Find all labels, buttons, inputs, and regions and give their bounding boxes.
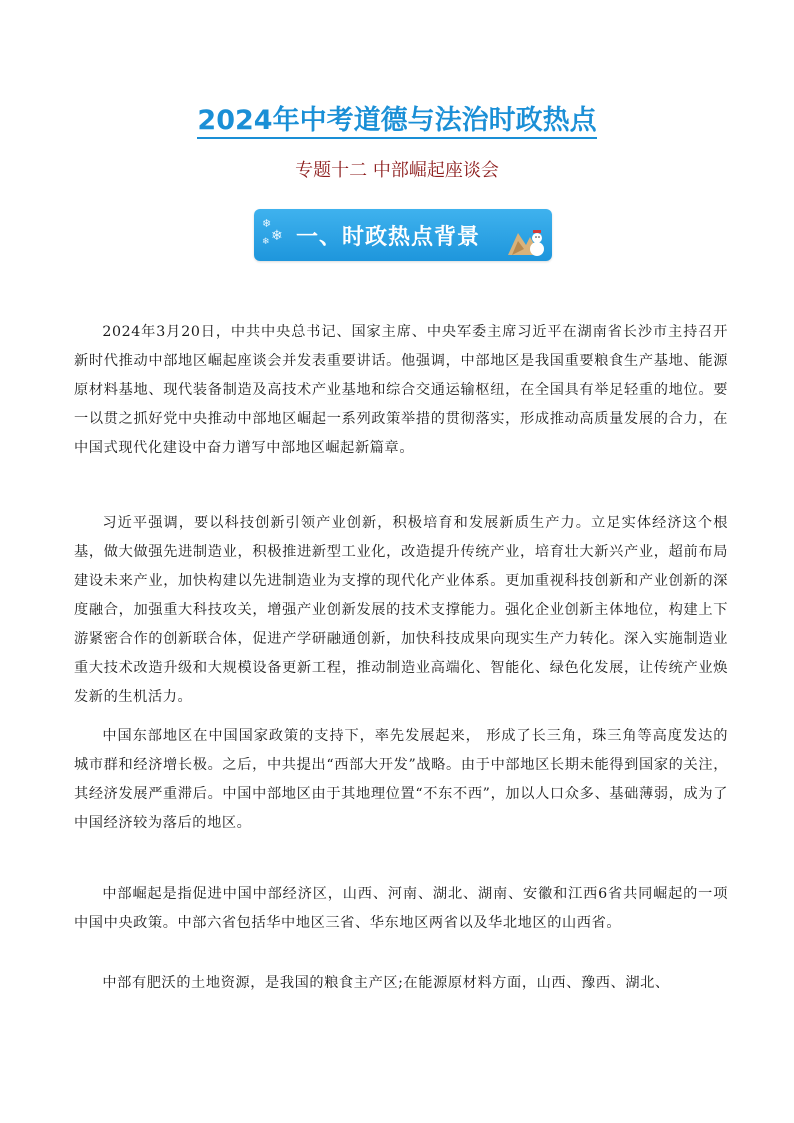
snowflake-icon: ❄ (271, 228, 283, 244)
document-subtitle: 专题十二 中部崛起座谈会 (295, 160, 499, 181)
section-banner (254, 209, 552, 261)
document-title: 2024年中考道德与法治时政热点 (0, 98, 794, 137)
paragraph-2: 习近平强调，要以科技创新引领产业创新，积极培育和发展新质生产力。立足实体经济这个根基，做大做强先进制造业，积极推进新型工业化，改造提升传统产业，培育壮大新兴产业，超前布局建设未来产业，加快构建以先进制造业为支撑的现代化产业体系。更加重视科技创新和产业创新的深度融合，加强重大科技攻关，增强产业创新发展的技术支撑能力。强化企业创新主体地位，构建上下游紧密合作的创新联合体，促进产学研融通创新，加快科技成果向现实生产力转化。深入实施制造业重大技术改造升级和大规模设备更新工程，推动制造业高端化、智能化、绿色化发展，让传统产业焕发新的生机活力。 (74, 515, 728, 705)
paragraph-5: 中部有肥沃的土地资源，是我国的粮食主产区;在能源原材料方面，山西、豫西、湖北、 (102, 975, 670, 991)
snowflake-icon: ❄ (262, 217, 272, 230)
snowman-icon (506, 219, 546, 257)
snowflake-icon: ❄ (262, 237, 270, 247)
paragraph-3: 中国东部地区在中国国家政策的支持下，率先发展起来， 形成了长三角，珠三角等高度发达的城市群和经济增长极。之后，中共提出“西部大开发”战略。由于中部地区长期未能得到国家的关注，其经济发展严重滞后。中国中部地区由于其地理位置“不东不西”，加以人口众多、基础薄弱，成为了中国经济较为落后的地区。 (74, 728, 728, 831)
section-banner-label: 一、时政热点背景 (296, 225, 481, 250)
paragraph-1: 2024年3月20日，中共中央总书记、国家主席、中央军委主席习近平在湖南省长沙市主持召开新时代推动中部地区崛起座谈会并发表重要讲话。他强调，中部地区是我国重要粮食生产基地、能源原材料基地、现代装备制造及高技术产业基地和综合交通运输枢纽，在全国具有举足轻重的地位。要一以贯之抓好党中央推动中部地区崛起一系列政策举措的贯彻落实，形成推动高质量发展的合力，在中国式现代化建设中奋力谱写中部地区崛起新篇章。 (74, 324, 728, 456)
paragraph-4: 中部崛起是指促进中国中部经济区，山西、河南、湖北、湖南、安徽和江西6省共同崛起的一项中国中央政策。中部六省包括华中地区三省、华东地区两省以及华北地区的山西省。 (74, 886, 728, 931)
